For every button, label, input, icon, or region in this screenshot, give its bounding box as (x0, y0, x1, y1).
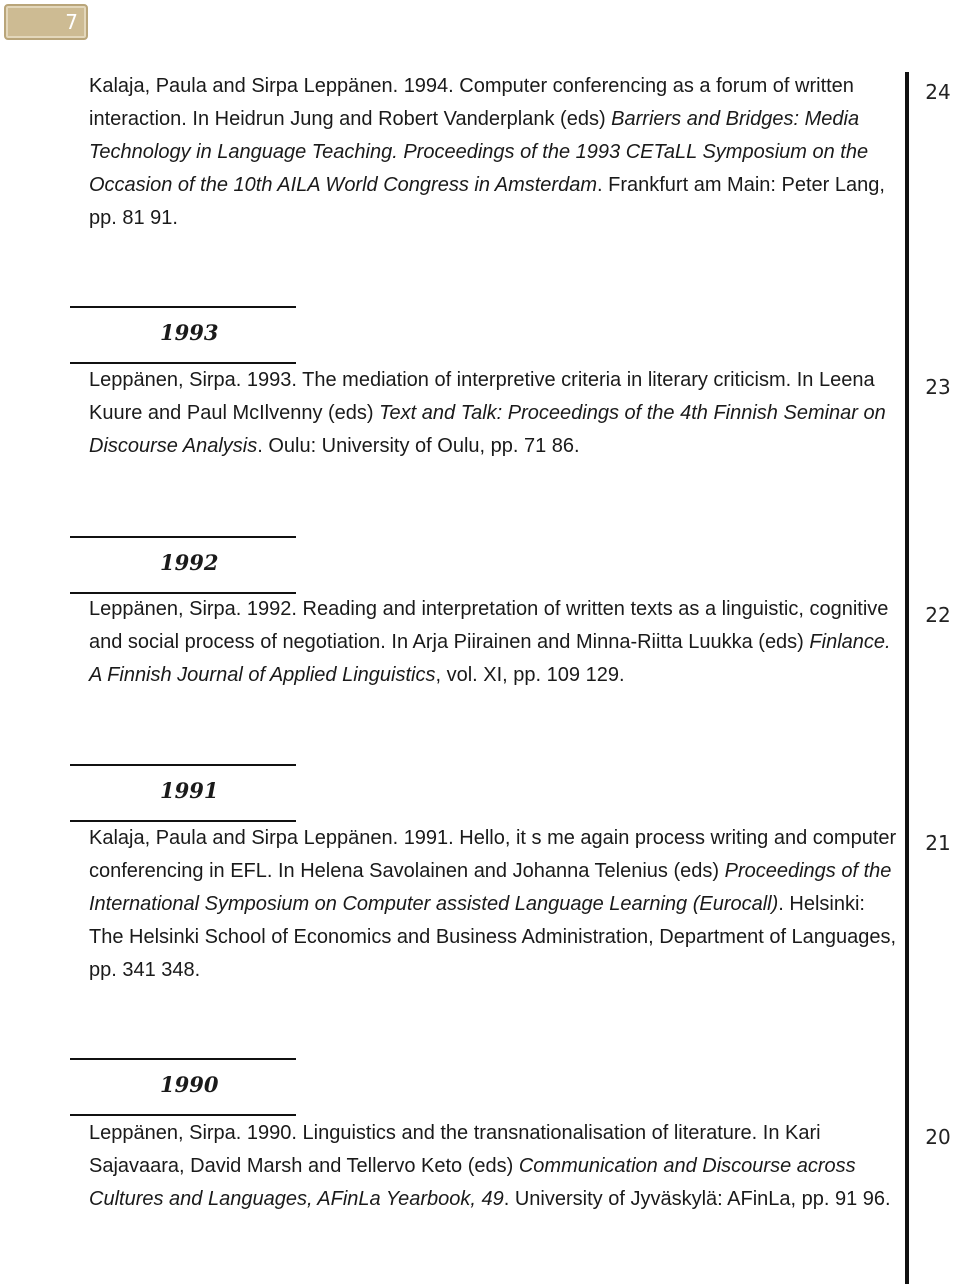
reference-text: Kalaja, Paula and Sirpa Leppänen. 1991. Hello, it s me again process writing and computer conferencing in EFL. In Helena Savolainen and Johanna Telenius (eds) (89, 827, 897, 882)
year-heading-block (70, 1058, 296, 1116)
year-rule (70, 306, 296, 308)
year-heading: 1990 (160, 1072, 219, 1097)
reference-entry (89, 364, 899, 463)
year-rule (70, 1114, 296, 1116)
reference-title: Finlance. A Finnish Journal of Applied Linguistics (89, 631, 891, 686)
reference-title: Barriers and Bridges: Media Technology in Language Teaching. Proceedings of the 1993 CETaLL Symposium on the Occasion of the 10th AILA World Congress in Amsterdam (89, 108, 869, 196)
reference-title: Proceedings of the International Symposium on Computer assisted Language Learning (Eurocall) (89, 860, 892, 915)
reference-text: . Frankfurt am Main: Peter Lang, pp. 81 91. (89, 174, 885, 229)
year-heading: 1993 (160, 320, 219, 345)
reference-text: . Helsinki: The Helsinki School of Economics and Business Administration, Department of Languages, pp. 341 348. (89, 893, 897, 981)
margin-number: 23 (925, 375, 951, 399)
reference-text: Leppänen, Sirpa. 1993. The mediation of interpretive criteria in literary criticism. In Leena Kuure and Paul McIlvenny (eds) (89, 369, 875, 424)
year-heading-block (70, 764, 296, 822)
reference-text: . Oulu: University of Oulu, pp. 71 86. (257, 435, 580, 457)
page-number-badge (4, 4, 88, 40)
reference-text: Leppänen, Sirpa. 1992. Reading and interpretation of written texts as a linguistic, cognitive and social process of negotiation. In Arja Piirainen and Minna-Riitta Luukka (eds) (89, 598, 889, 653)
margin-number: 22 (925, 603, 951, 627)
reference-entry (89, 70, 899, 235)
reference-title: Text and Talk: Proceedings of the 4th Finnish Seminar on Discourse Analysis (89, 402, 886, 457)
year-heading-block (70, 536, 296, 594)
reference-entry (89, 1117, 899, 1216)
year-rule (70, 1058, 296, 1060)
year-heading: 1992 (160, 550, 219, 575)
margin-number: 21 (925, 831, 951, 855)
margin-rule (905, 72, 909, 1284)
reference-text: Kalaja, Paula and Sirpa Leppänen. 1994. Computer conferencing as a forum of written interaction. In Heidrun Jung and Robert Vanderplank (eds) (89, 75, 854, 130)
year-rule (70, 536, 296, 538)
reference-text: , vol. XI, pp. 109 129. (435, 664, 625, 686)
year-heading-block (70, 306, 296, 364)
reference-text: . University of Jyväskylä: AFinLa, pp. 91 96. (503, 1188, 891, 1210)
year-rule (70, 764, 296, 766)
reference-entry (89, 822, 899, 987)
year-heading: 1991 (160, 778, 219, 803)
margin-number: 20 (925, 1125, 951, 1149)
margin-number: 24 (925, 80, 951, 104)
reference-entry (89, 593, 899, 692)
reference-title: Communication and Discourse across Cultures and Languages, AFinLa Yearbook, 49 (89, 1155, 856, 1210)
page-number: 7 (65, 10, 78, 34)
reference-text: Leppänen, Sirpa. 1990. Linguistics and the transnationalisation of literature. In Kari Sajavaara, David Marsh and Tellervo Keto (eds) (89, 1122, 821, 1177)
